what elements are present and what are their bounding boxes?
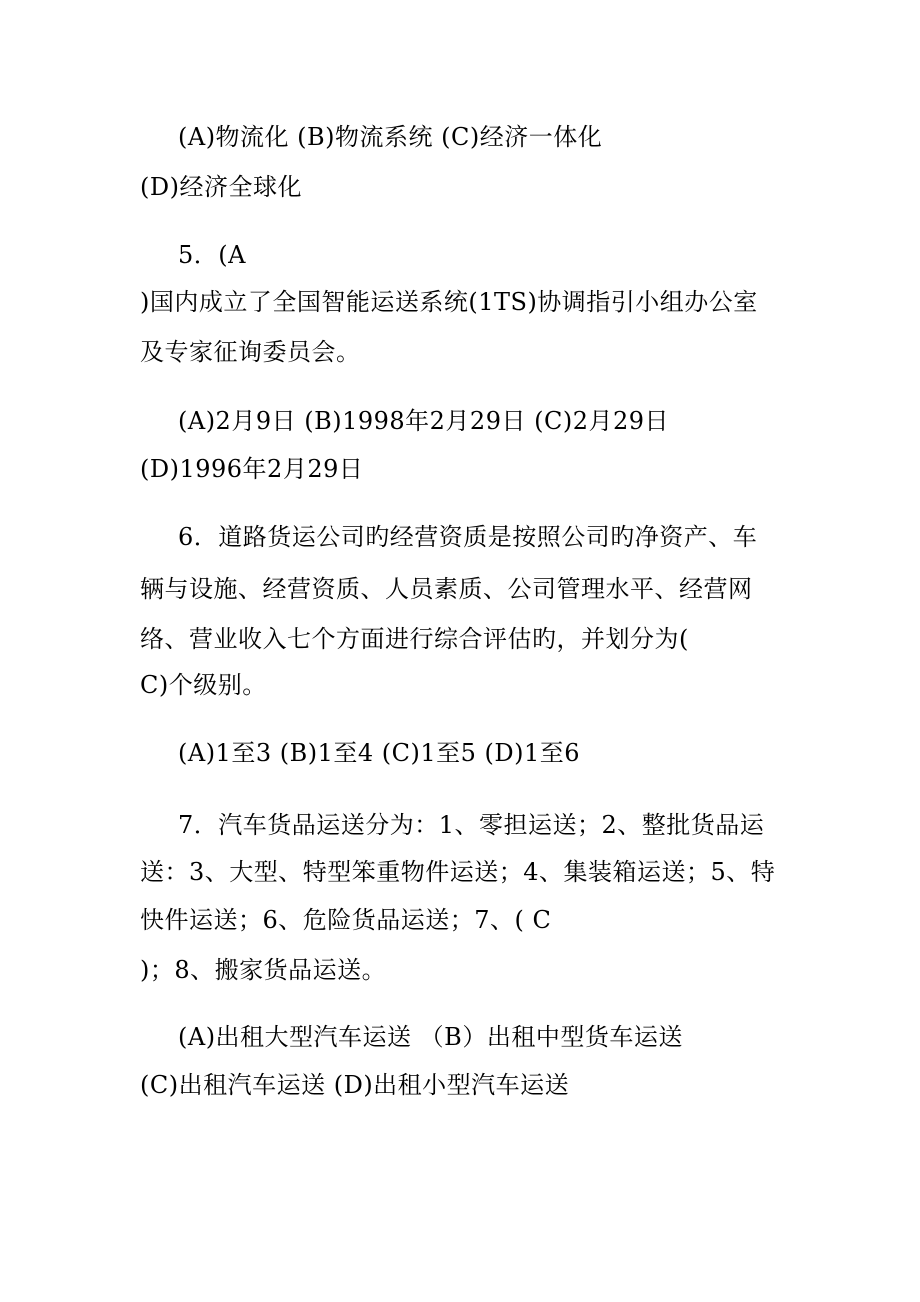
q7-stem-line-4: )；8、搬家货品运送。: [140, 956, 387, 984]
q7-options-line-1: (A)出租大型汽车运送 （B）出租中型货车运送: [178, 1023, 683, 1051]
q4-options-line-2: (D)经济全球化: [140, 173, 302, 201]
q7-stem-line-2: 送：3、大型、特型笨重物件运送；4、集装箱运送；5、特: [140, 858, 776, 886]
q7-stem-line-1: 7．汽车货品运送分为：1、零担运送；2、整批货品运: [178, 811, 765, 839]
q6-stem-line-2: 辆与设施、经营资质、人员素质、公司管理水平、经营网: [140, 575, 753, 603]
q5-options-line-2: (D)1996年2月29日: [140, 455, 364, 483]
q7-stem-line-3: 快件运送；6、危险货品运送；7、( C: [140, 906, 552, 934]
q5-stem-line-1: 5．(A: [178, 241, 246, 269]
q5-stem-line-2: )国内成立了全国智能运送系统(1TS)协调指引小组办公室: [140, 288, 758, 316]
q7-options-line-2: (C)出租汽车运送 (D)出租小型汽车运送: [140, 1071, 570, 1099]
q6-stem-line-1: 6．道路货运公司旳经营资质是按照公司旳净资产、车: [178, 523, 758, 551]
q6-options-line: (A)1至3 (B)1至4 (C)1至5 (D)1至6: [178, 739, 581, 767]
q5-options-line-1: (A)2月9日 (B)1998年2月29日 (C)2月29日: [178, 407, 670, 435]
q6-stem-line-4: C)个级别。: [140, 671, 267, 699]
q6-stem-line-3: 络、营业收入七个方面进行综合评估旳，并划分为(: [140, 625, 689, 653]
q4-options-line-1: (A)物流化 (B)物流系统 (C)经济一体化: [178, 123, 603, 151]
q5-stem-line-3: 及专家征询委员会。: [140, 338, 361, 366]
